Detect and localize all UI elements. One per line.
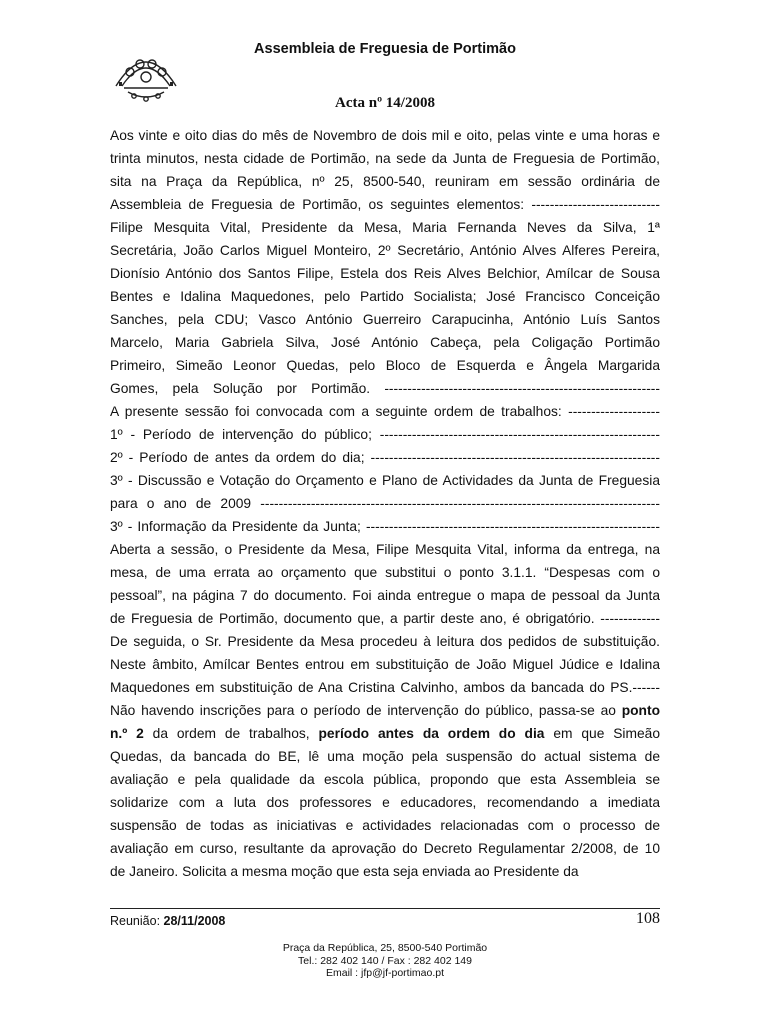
text-line: Maquedones em substituição de Ana Cristina Calvinho, ambos da bancada do PS.------ bbox=[110, 680, 660, 695]
text-line: Assembleia de Freguesia de Portimão, os seguintes elementos: ---------------------------- bbox=[110, 197, 660, 212]
text-line bbox=[110, 699, 660, 722]
text-fragment: Não havendo inscrições para o período de intervenção do público, passa-se ao bbox=[110, 703, 622, 718]
text-line: Gomes, pela Solução por Portimão. ------------------------------------------------------------ bbox=[110, 381, 660, 396]
bold-text: n.º 2 bbox=[110, 726, 144, 741]
text-line: Marcelo, Maria Gabriela Silva, José António Cabeça, pela Coligação Portimão bbox=[110, 335, 660, 350]
text-line: Filipe Mesquita Vital, Presidente da Mesa, Maria Fernanda Neves da Silva, 1ª bbox=[110, 220, 660, 235]
text-line: Quedas, da bancada do BE, lê uma moção pela suspensão do actual sistema de bbox=[110, 749, 660, 764]
text-line: avaliação em curso, resultante da aprovação do Decreto Regulamentar 2/2008, de 10 bbox=[110, 841, 660, 856]
text-line: Aos vinte e oito dias do mês de Novembro de dois mil e oito, pelas vinte e uma horas e bbox=[110, 128, 660, 143]
text-line: Primeiro, Simeão Leonor Quedas, pelo Bloco de Esquerda e Ângela Margarida bbox=[110, 358, 660, 373]
text-line: avaliação e pela qualidade da escola pública, propondo que esta Assembleia se bbox=[110, 772, 660, 787]
text-line: solidarize com a luta dos professores e educadores, recomendando a imediata bbox=[110, 795, 660, 810]
address-line: Praça da República, 25, 8500-540 Portimão bbox=[282, 942, 488, 954]
text-line: 3º - Informação da Presidente da Junta; ---------------------------------------------------------------- bbox=[110, 519, 660, 534]
text-line: mesa, de uma errata ao orçamento que substitui o ponto 3.1.1. “Despesas com o bbox=[110, 565, 660, 580]
text-line: suspensão de todas as iniciativas e actividades relacionadas com o processo de bbox=[110, 818, 660, 833]
text-line: 2º - Período de antes da ordem do dia; --------------------------------------------------------------- bbox=[110, 450, 660, 465]
page-number: 108 bbox=[636, 910, 660, 927]
meeting-date: 28/11/2008 bbox=[163, 914, 226, 928]
text-line: Bentes e Idalina Maquedones, pelo Partido Socialista; José Francisco Conceição bbox=[110, 289, 660, 304]
text-line: para o ano de 2009 --------------------------------------------------------------------------------------- bbox=[110, 496, 660, 511]
text-line: Secretária, João Carlos Miguel Monteiro, 2º Secretário, António Alves Alferes Pereira, bbox=[110, 243, 660, 258]
address-block bbox=[0, 942, 770, 980]
text-line: 1º - Período de intervenção do público; ------------------------------------------------------------- bbox=[110, 427, 660, 442]
acta-number: Acta nº 14/2008 bbox=[335, 95, 435, 111]
text-fragment: em que Simeão bbox=[544, 726, 660, 741]
text-line: trinta minutos, nesta cidade de Portimão, na sede da Junta de Freguesia de Portimão, bbox=[110, 151, 660, 166]
text-line: Neste âmbito, Amílcar Bentes entrou em substituição de João Miguel Júdice e Idalina bbox=[110, 657, 660, 672]
text-line: sita na Praça da República, nº 25, 8500-540, reuniram em sessão ordinária de bbox=[110, 174, 660, 189]
text-line bbox=[110, 722, 660, 745]
text-line: Aberta a sessão, o Presidente da Mesa, Filipe Mesquita Vital, informa da entrega, na bbox=[110, 542, 660, 557]
text-line: 3º - Discussão e Votação do Orçamento e Plano de Actividades da Junta de Freguesia bbox=[110, 473, 660, 488]
text-fragment: da ordem de trabalhos, bbox=[143, 726, 319, 741]
text-line: Sanches, pela CDU; Vasco António Guerreiro Carapucinha, António Luís Santos bbox=[110, 312, 660, 327]
text-line: pessoal”, na página 7 do documento. Foi ainda entregue o mapa de pessoal da Junta bbox=[110, 588, 660, 603]
bold-text: ponto bbox=[621, 703, 660, 718]
text-line: de Janeiro. Solicita a mesma moção que esta seja enviada ao Presidente da bbox=[110, 864, 579, 879]
text-line: A presente sessão foi convocada com a seguinte ordem de trabalhos: -------------------- bbox=[110, 404, 660, 419]
text-line: de Freguesia de Portimão, documento que, a partir deste ano, é obrigatório. ------------- bbox=[110, 611, 660, 626]
contact-phone: Tel.: 282 402 140 / Fax : 282 402 149 bbox=[298, 954, 472, 967]
minutes-body bbox=[110, 124, 660, 883]
text-line: Dionísio António dos Santos Filipe, Estela dos Reis Alves Belchior, Amílcar de Sousa bbox=[110, 266, 660, 281]
footer-divider bbox=[110, 908, 660, 909]
bold-text: período antes da ordem do dia bbox=[318, 726, 545, 741]
contact-email: Email : jfp@jf-portimao.pt bbox=[325, 967, 445, 979]
meeting-date-label bbox=[110, 914, 225, 928]
text-line: De seguida, o Sr. Presidente da Mesa procedeu à leitura dos pedidos de substituição. bbox=[110, 634, 660, 649]
meeting-label: Reunião: bbox=[110, 914, 164, 928]
page-header-title: Assembleia de Freguesia de Portimão bbox=[254, 41, 516, 57]
